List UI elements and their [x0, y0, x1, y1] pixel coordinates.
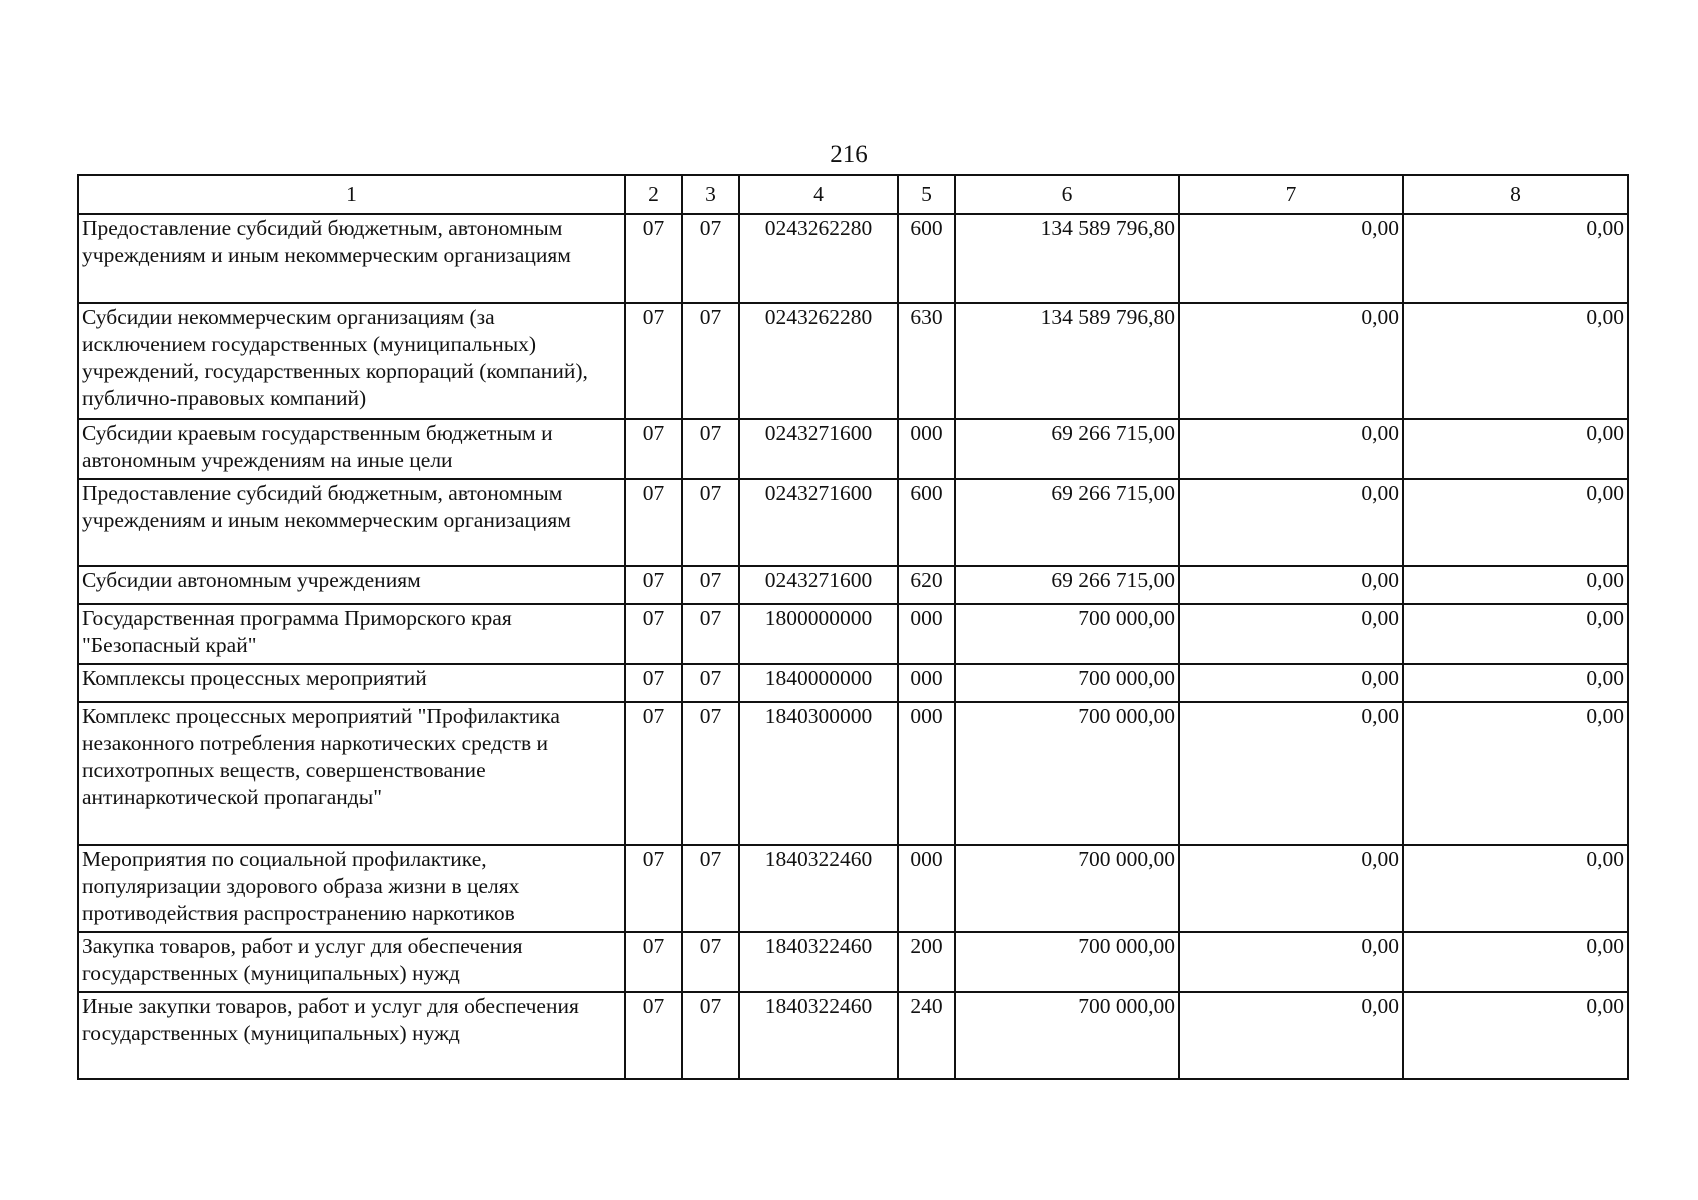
column-header-3: 3 — [682, 175, 739, 214]
row-amount-8: 0,00 — [1403, 845, 1628, 932]
row-name: Субсидии некоммерческим организациям (за исключением государственных (муниципальных) учреждений, государственных корпораций (компаний), публично-правовых компаний) — [78, 303, 625, 419]
row-expense-type: 600 — [898, 479, 955, 566]
row-section: 07 — [625, 932, 682, 992]
row-amount-8: 0,00 — [1403, 303, 1628, 419]
row-section: 07 — [625, 992, 682, 1079]
column-header-2: 2 — [625, 175, 682, 214]
row-amount-6: 69 266 715,00 — [955, 479, 1179, 566]
row-subsection: 07 — [682, 566, 739, 604]
row-amount-8: 0,00 — [1403, 992, 1628, 1079]
row-amount-8: 0,00 — [1403, 932, 1628, 992]
row-name: Иные закупки товаров, работ и услуг для обеспечения государственных (муниципальных) нужд — [78, 992, 625, 1079]
row-section: 07 — [625, 604, 682, 664]
row-section: 07 — [625, 214, 682, 303]
row-amount-7: 0,00 — [1179, 303, 1403, 419]
row-amount-6: 134 589 796,80 — [955, 214, 1179, 303]
row-subsection: 07 — [682, 214, 739, 303]
row-subsection: 07 — [682, 303, 739, 419]
row-section: 07 — [625, 419, 682, 479]
row-amount-6: 700 000,00 — [955, 702, 1179, 845]
row-amount-8: 0,00 — [1403, 604, 1628, 664]
table-row — [78, 932, 1628, 992]
row-section: 07 — [625, 845, 682, 932]
row-amount-7: 0,00 — [1179, 479, 1403, 566]
row-section: 07 — [625, 479, 682, 566]
header-row — [78, 175, 1628, 214]
row-amount-7: 0,00 — [1179, 664, 1403, 702]
row-amount-7: 0,00 — [1179, 702, 1403, 845]
row-target-code: 1800000000 — [739, 604, 898, 664]
row-expense-type: 000 — [898, 702, 955, 845]
row-amount-7: 0,00 — [1179, 845, 1403, 932]
row-name: Комплекс процессных мероприятий "Профилактика незаконного потребления наркотических средств и психотропных веществ, совершенствование антинаркотической пропаганды" — [78, 702, 625, 845]
row-target-code: 0243271600 — [739, 566, 898, 604]
row-subsection: 07 — [682, 702, 739, 845]
row-target-code: 0243262280 — [739, 303, 898, 419]
column-header-8: 8 — [1403, 175, 1628, 214]
row-target-code: 1840322460 — [739, 932, 898, 992]
row-name: Предоставление субсидий бюджетным, автономным учреждениям и иным некоммерческим организациям — [78, 479, 625, 566]
row-target-code: 1840300000 — [739, 702, 898, 845]
row-amount-6: 134 589 796,80 — [955, 303, 1179, 419]
table-row — [78, 419, 1628, 479]
row-subsection: 07 — [682, 604, 739, 664]
column-header-7: 7 — [1179, 175, 1403, 214]
row-target-code: 0243271600 — [739, 419, 898, 479]
column-header-6: 6 — [955, 175, 1179, 214]
row-amount-8: 0,00 — [1403, 214, 1628, 303]
table-row — [78, 566, 1628, 604]
row-name: Комплексы процессных мероприятий — [78, 664, 625, 702]
row-name: Закупка товаров, работ и услуг для обеспечения государственных (муниципальных) нужд — [78, 932, 625, 992]
row-target-code: 0243271600 — [739, 479, 898, 566]
row-name: Государственная программа Приморского края "Безопасный край" — [78, 604, 625, 664]
row-expense-type: 000 — [898, 604, 955, 664]
column-header-5: 5 — [898, 175, 955, 214]
row-expense-type: 000 — [898, 419, 955, 479]
row-expense-type: 600 — [898, 214, 955, 303]
row-subsection: 07 — [682, 419, 739, 479]
row-target-code: 0243262280 — [739, 214, 898, 303]
row-subsection: 07 — [682, 932, 739, 992]
row-target-code: 1840000000 — [739, 664, 898, 702]
row-expense-type: 630 — [898, 303, 955, 419]
row-name: Субсидии краевым государственным бюджетным и автономным учреждениям на иные цели — [78, 419, 625, 479]
table-row — [78, 214, 1628, 303]
row-subsection: 07 — [682, 479, 739, 566]
row-name: Субсидии автономным учреждениям — [78, 566, 625, 604]
table-row — [78, 604, 1628, 664]
row-expense-type: 240 — [898, 992, 955, 1079]
row-amount-6: 700 000,00 — [955, 932, 1179, 992]
row-amount-7: 0,00 — [1179, 604, 1403, 664]
table-row — [78, 992, 1628, 1079]
row-name: Мероприятия по социальной профилактике, популяризации здорового образа жизни в целях противодействия распространению наркотиков — [78, 845, 625, 932]
row-section: 07 — [625, 664, 682, 702]
table-row — [78, 845, 1628, 932]
row-amount-7: 0,00 — [1179, 419, 1403, 479]
row-section: 07 — [625, 702, 682, 845]
table-row — [78, 303, 1628, 419]
table-row — [78, 479, 1628, 566]
row-amount-8: 0,00 — [1403, 702, 1628, 845]
column-header-4: 4 — [739, 175, 898, 214]
row-subsection: 07 — [682, 845, 739, 932]
row-expense-type: 000 — [898, 845, 955, 932]
row-target-code: 1840322460 — [739, 992, 898, 1079]
page-number: 216 — [830, 141, 868, 168]
table-row — [78, 702, 1628, 845]
row-amount-8: 0,00 — [1403, 419, 1628, 479]
row-subsection: 07 — [682, 664, 739, 702]
row-amount-6: 700 000,00 — [955, 604, 1179, 664]
row-amount-7: 0,00 — [1179, 992, 1403, 1079]
row-amount-6: 700 000,00 — [955, 992, 1179, 1079]
row-amount-7: 0,00 — [1179, 214, 1403, 303]
column-header-1: 1 — [78, 175, 625, 214]
budget-table — [77, 174, 1629, 1080]
row-amount-7: 0,00 — [1179, 566, 1403, 604]
row-amount-8: 0,00 — [1403, 566, 1628, 604]
row-amount-8: 0,00 — [1403, 479, 1628, 566]
row-expense-type: 000 — [898, 664, 955, 702]
row-subsection: 07 — [682, 992, 739, 1079]
row-expense-type: 620 — [898, 566, 955, 604]
row-target-code: 1840322460 — [739, 845, 898, 932]
row-section: 07 — [625, 566, 682, 604]
row-amount-7: 0,00 — [1179, 932, 1403, 992]
row-amount-6: 69 266 715,00 — [955, 419, 1179, 479]
row-amount-8: 0,00 — [1403, 664, 1628, 702]
row-name: Предоставление субсидий бюджетным, автономным учреждениям и иным некоммерческим организациям — [78, 214, 625, 303]
row-expense-type: 200 — [898, 932, 955, 992]
row-amount-6: 700 000,00 — [955, 845, 1179, 932]
row-amount-6: 69 266 715,00 — [955, 566, 1179, 604]
table-row — [78, 664, 1628, 702]
row-amount-6: 700 000,00 — [955, 664, 1179, 702]
row-section: 07 — [625, 303, 682, 419]
